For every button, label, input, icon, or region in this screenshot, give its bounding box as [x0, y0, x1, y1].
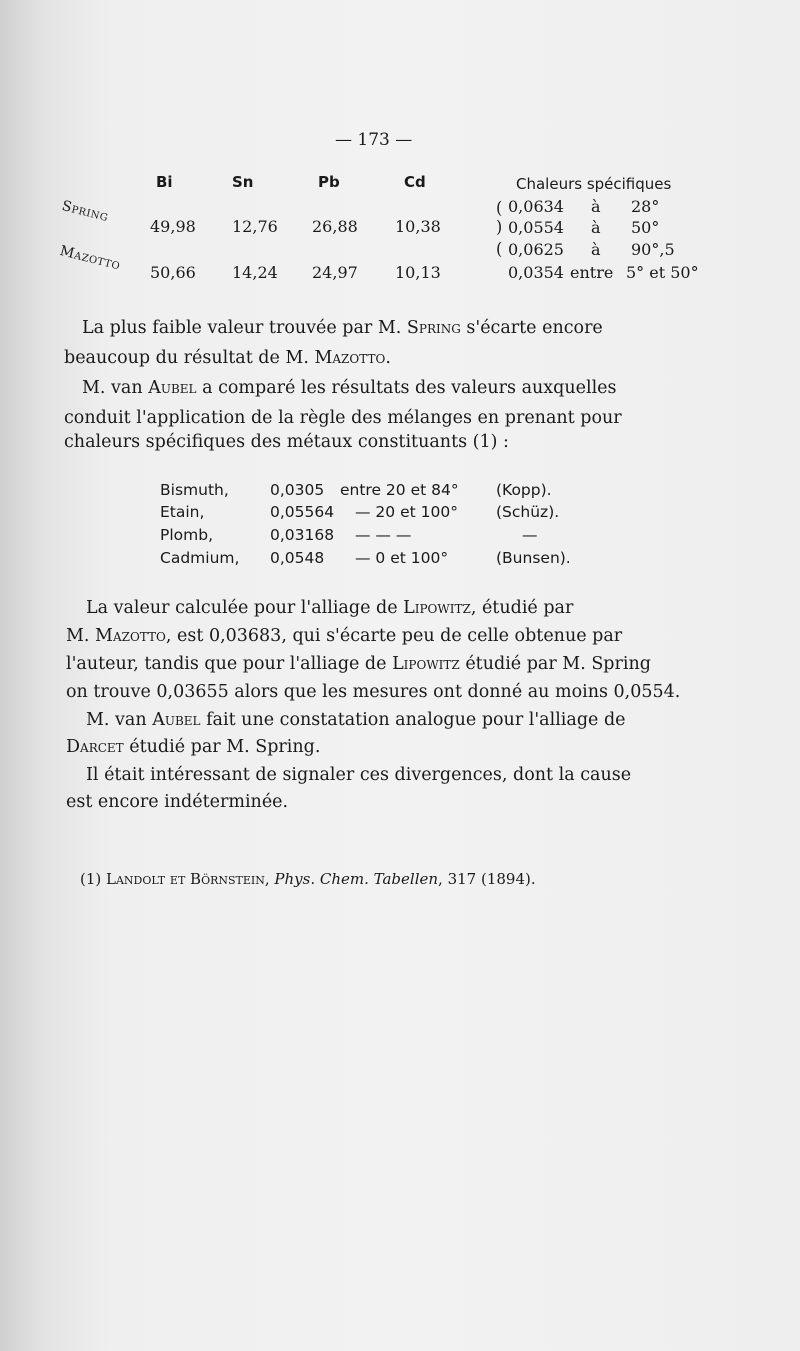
metal-range: — 20 et 100° — [355, 503, 458, 521]
text-line: La valeur calculée pour l'alliage de Lipowitz, étudié par — [86, 598, 574, 618]
chaleur-sep: à — [591, 240, 601, 259]
chaleur-sep: entre — [570, 263, 614, 282]
metal-source: (Kopp). — [496, 481, 552, 499]
row-label-mazotto: Mazotto — [58, 243, 123, 274]
text-line: M. van Aubel fait une constatation analogue pour l'alliage de — [86, 710, 626, 730]
metal-source: (Bunsen). — [496, 549, 571, 567]
metal-name: Cadmium, — [160, 549, 240, 567]
text-line: Darcet étudié par M. Spring. — [66, 737, 321, 757]
cell: 50,66 — [150, 263, 196, 282]
chaleur-value: 0,0634 — [508, 197, 564, 216]
row-label-spring: Spring — [60, 198, 111, 226]
chaleur-temp: 50° — [631, 218, 660, 237]
metal-value: 0,0548 — [270, 549, 325, 567]
footnote-authors: Landolt et Börnstein, — [106, 870, 275, 888]
brace-glyph: ) — [496, 216, 503, 237]
cell: 49,98 — [150, 217, 196, 236]
brace-glyph: ( — [496, 238, 503, 259]
text-line: conduit l'application de la règle des mélanges en prenant pour — [64, 408, 622, 428]
footnote-title: Phys. Chem. Tabellen — [274, 870, 439, 888]
text-line: M. Mazotto, est 0,03683, qui s'écarte peu de celle obtenue par — [66, 626, 623, 646]
footnote-rest: , 317 (1894). — [438, 870, 536, 888]
text-line: M. van Aubel a comparé les résultats des valeurs auxquelles — [82, 378, 617, 398]
header-cd: Cd — [404, 173, 426, 191]
cell: 12,76 — [232, 217, 278, 236]
chaleur-temp: 5° et 50° — [626, 263, 699, 282]
cell: 24,97 — [312, 263, 358, 282]
brace-glyph: ( — [496, 197, 503, 218]
cell: 10,38 — [395, 217, 441, 236]
metal-name: Etain, — [160, 503, 205, 521]
chaleurs-header: Chaleurs spécifiques — [516, 175, 672, 193]
text-line: est encore indéterminée. — [66, 792, 289, 812]
chaleur-value: 0,0554 — [508, 218, 564, 237]
text-line: chaleurs spécifiques des métaux constituants (1) : — [64, 432, 509, 452]
page-number: — 173 — — [335, 130, 413, 150]
metal-value: 0,0305 — [270, 481, 325, 499]
metal-range: entre 20 et 84° — [340, 481, 459, 499]
metal-value: 0,05564 — [270, 503, 335, 521]
metal-range: — — — — [355, 526, 412, 544]
metal-value: 0,03168 — [270, 526, 335, 544]
footnote — [80, 870, 536, 888]
text-line: on trouve 0,03655 alors que les mesures ont donné au moins 0,0554. — [66, 682, 681, 702]
text-line: Il était intéressant de signaler ces divergences, dont la cause — [86, 765, 632, 785]
metal-source: — — [522, 526, 538, 544]
chaleur-value: 0,0625 — [508, 240, 564, 259]
metal-range: — 0 et 100° — [355, 549, 449, 567]
metal-name: Bismuth, — [160, 481, 229, 499]
header-pb: Pb — [318, 173, 340, 191]
metal-name: Plomb, — [160, 526, 214, 544]
chaleur-sep: à — [591, 197, 601, 216]
chaleur-temp: 90°,5 — [631, 240, 675, 259]
header-bi: Bi — [156, 173, 173, 191]
text-line: beaucoup du résultat de M. Mazotto. — [64, 348, 391, 368]
footnote-marker: (1) — [80, 870, 102, 888]
chaleur-sep: à — [591, 218, 601, 237]
chaleur-temp: 28° — [631, 197, 660, 216]
metal-source: (Schüz). — [496, 503, 560, 521]
cell: 10,13 — [395, 263, 441, 282]
chaleur-value: 0,0354 — [508, 263, 564, 282]
cell: 14,24 — [232, 263, 278, 282]
cell: 26,88 — [312, 217, 358, 236]
text-line: l'auteur, tandis que pour l'alliage de Lipowitz étudié par M. Spring — [66, 654, 651, 674]
header-sn: Sn — [232, 173, 254, 191]
text-line: La plus faible valeur trouvée par M. Spring s'écarte encore — [82, 318, 603, 338]
